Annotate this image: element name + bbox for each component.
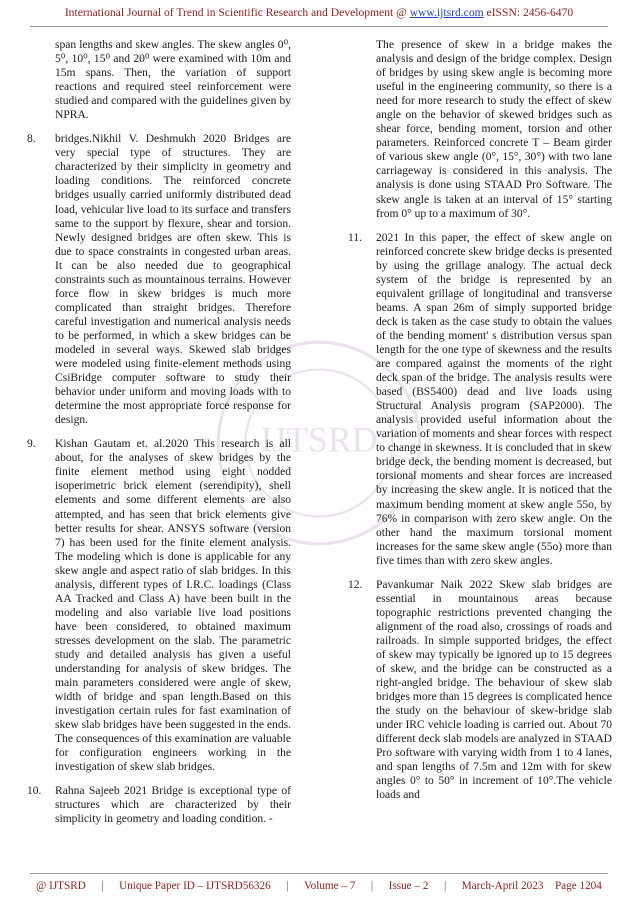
reference-item-11 (348, 231, 612, 568)
item-text: Rahna Sajeeb 2021 Bridge is exceptional type of structures which are characterized by their simplicity in geometry and loading condition. - (55, 785, 291, 826)
right-continuation-paragraph: The presence of skew in a bridge makes the analysis and design of the bridge complex. Design of bridges by using skew angle is becoming more useful in the engineering community, so there is a need for more research to study the effect of skew angle on the behavior of skewed bridges such as shear force, bending moment, torsion and other parameters. Reinforced concrete T – Beam girder of various skew angle (0°, 15°, 30°) with two lane carriageway is considered in this analysis. The analysis is done using STAAD Pro Software. The skew angle is taken at an interval of 15° starting from 0° up to a maximum of 30°. (376, 39, 612, 220)
item-text: 2021 In this paper, the effect of skew angle on reinforced concrete skew bridge decks is presented by using the grillage analogy. The actual deck system of the bridge is represented by an equivalent grillage of longitudinal and transverse beams. A span 26m of simply supported bridge deck is taken as the case study to obtain the values of the bending moment' s distribution versus span length for the one type of skewness and the results are compared against the moments of the right deck span of the bridge. The analysis results were based (BS5400) dead and live loads using Structural Analysis program (SAP2000). The analysis provided useful information about the variation of moments and shear forces with respect to change in skewness. It is concluded that in skew bridge deck, the bending moment is decreased, but torsional moments and shear forces are increased by increasing the skew angle. It is noticed that the maximum bending moment at skew angle 55o, by 76% in comparison with zero skew angle. On the other hand the maximum torsional moment increases for the same skew angle (55o) more than five times than with zero skew angles. (376, 231, 612, 567)
header-divider (30, 26, 608, 27)
right-column (348, 38, 612, 802)
footer-date: March-April 2023 (461, 880, 544, 892)
reference-item-9 (27, 437, 291, 774)
separator: | (370, 880, 374, 892)
item-number: 9. (27, 438, 36, 451)
item-number: 10. (27, 785, 42, 798)
reference-item-8 (27, 132, 291, 427)
item-text: bridges.Nikhil V. Deshmukh 2020 Bridges are very special type of structures. They are characterized by their simplicity in geometry and loading conditions. The reinforced concrete bridges usually carried uniformly distributed dead load, vehicular live load to its surface and transfers same to the support by flexure, shear and torsion. Newly designed bridges are often skew. This is due to space constraints in congested urban areas. It can be also needed due to geographical constraints such as mountainous terrains. However force flow in skew bridges is much more complicated than straight bridges. Therefore careful investigation and numerical analysis needs to be performed, in which a skew bridges can be modeled in several ways. Skewed slab bridges were modeled using finite-element methods using CsiBridge computer software to study their behavior under uniform and moving loads with to determine the most appropriate force response for design. (55, 133, 291, 427)
left-continuation-paragraph: span lengths and skew angles. The skew angles 0⁰, 5⁰, 10⁰, 15⁰ and 20⁰ were examined with 10m and 15m spans. Then, the variation of support reactions and required steel reinforcement were studied and compared with the guidelines given by NPRA. (55, 39, 291, 122)
separator: | (443, 880, 447, 892)
reference-item-12 (348, 578, 612, 803)
item-number: 12. (348, 578, 363, 591)
separator: | (101, 880, 104, 892)
journal-website-link[interactable]: www.ijtsrd.com (409, 6, 484, 19)
svg-text:IJTSRD: IJTSRD (260, 419, 378, 460)
footer-volume: Volume – 7 (303, 880, 356, 892)
footer-issue: Issue – 2 (388, 880, 429, 892)
item-number: 8. (27, 133, 36, 146)
footer-journal: @ IJTSRD (36, 880, 86, 892)
running-header (0, 6, 638, 19)
item-text: Pavankumar Naik 2022 Skew slab bridges are essential in mountainous areas because topographic restrictions prevented changing the alignment of the road also, crossings of roads and railroads. In simple supported bridges, the effect of skew may typically be ignored up to 15 degrees of skew, and the bridge can be constructed as a right-angled bridge. The behaviour of skew slab bridges more than 15 degrees is complicated hence the study on the behaviour of skew-bridge slab under IRC vehicle loading is carried out. About 70 different deck slab models are analyzed in STAAD Pro software with varying width from 1 to 4 lanes, and span lengths of 7.5m and 12m with for skew angles 0° to 50° in increment of 10°.The vehicle loads and (376, 578, 612, 802)
left-column (27, 38, 291, 827)
issn: eISSN: 2456-6470 (483, 6, 574, 19)
footer-paper-id: Unique Paper ID – IJTSRD56326 (119, 880, 271, 892)
running-footer (36, 880, 602, 892)
footer-divider (30, 873, 608, 874)
item-number: 11. (348, 231, 363, 244)
footer-page-number: Page 1204 (554, 880, 602, 892)
separator: | (286, 880, 289, 892)
item-text: Kishan Gautam et. al.2020 This research is all about, for the analyses of skew bridges by the finite element method using eight nodded isoperimetric brick element (serendipity), shell elements and some different elements are also attempted, and has seen that brick elements give better results for shear. ANSYS software (version 7) has been used for the finite element analysis. The modeling which is done is applicable for any skew angle and aspect ratio of slab bridges. In this analysis, different types of I.R.C. loadings (Class AA Tracked and Class A) have been built in the modeling and also variable live load positions have been considered, to obtained maximum stresses development on the slab. The parametric study and detailed analysis has given a useful understanding for analysis of skew bridges. The main parameters considered were angle of skew, width of bridge and span length.Based on this investigation certain rules for fast examination of skew slab bridges have been suggested in the ends. The consequences of this examination are valuable for configuration engineers working in the investigation of skew slab bridges. (55, 438, 291, 774)
journal-name: International Journal of Trend in Scientific Research and Development @ (64, 6, 410, 19)
reference-item-10 (27, 784, 291, 826)
